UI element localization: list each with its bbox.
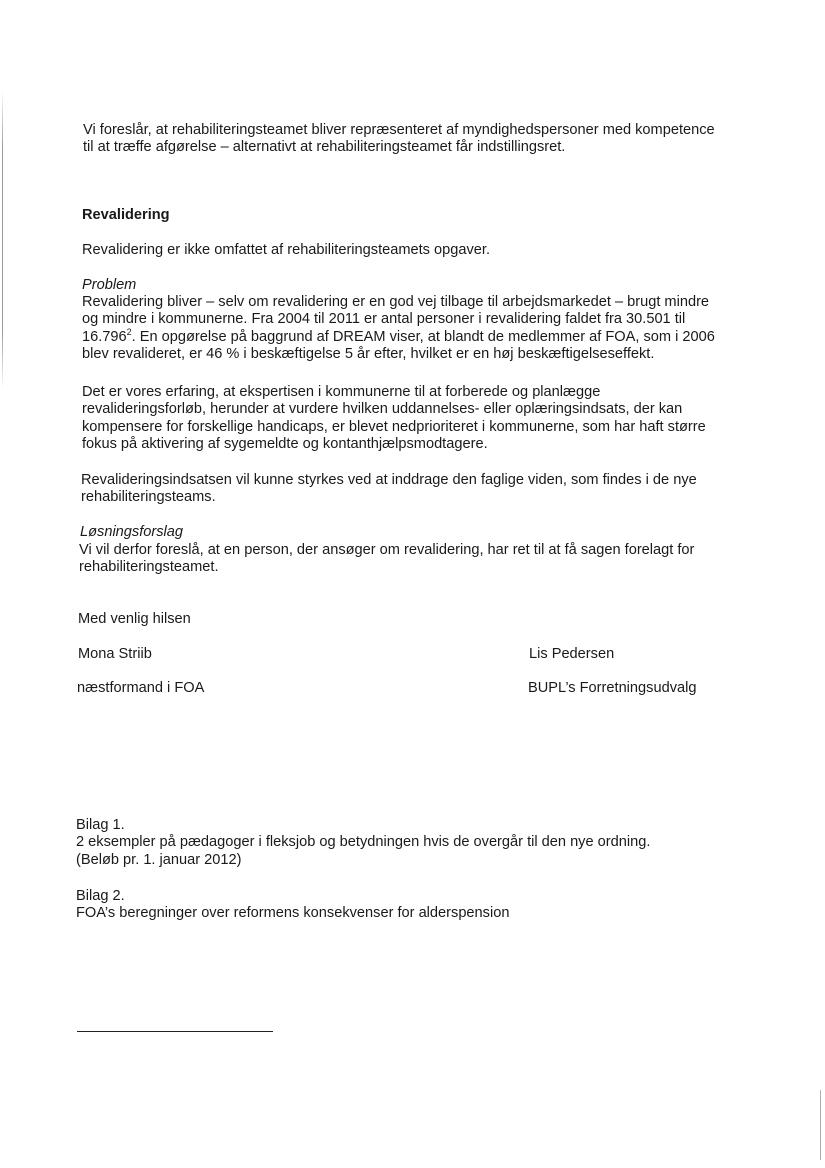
problem-p1-line-4: blev revalideret, er 46 % i beskæftigelse 5 år efter, hvilket er en høj beskæftigelseseffekt. <box>82 346 655 363</box>
solution-line-2: rehabiliteringsteamet. <box>79 559 219 576</box>
footnote-marker: 2 <box>126 326 132 337</box>
footnote-separator <box>77 1031 273 1032</box>
scan-edge-right <box>820 1090 821 1160</box>
figure-value: 16.796 <box>82 328 127 345</box>
revalidering-lead: Revalidering er ikke omfattet af rehabiliteringsteamets opgaver. <box>82 242 491 258</box>
problem-p1-line-2: og mindre i kommunerne. Fra 2004 til 2011 er antal personer i revalidering faldet fra 30.501 til <box>82 311 686 328</box>
solution-label: Løsningsforslag <box>80 524 184 540</box>
attachment-1-title: Bilag 1. <box>76 817 125 833</box>
attachment-1-line-2: (Beløb pr. 1. januar 2012) <box>76 851 242 868</box>
solution-line-1: Vi vil derfor foreslå, at en person, der ansøger om revalidering, har ret til at få sagen forelagt for <box>79 542 695 558</box>
intro-line-2: til at træffe afgørelse – alternativt at rehabiliteringsteamet får indstillingsret. <box>83 139 566 156</box>
problem-p2-line-2: revalideringsforløb, herunder at vurdere hvilken uddannelses- eller oplæringsindsats, der kan <box>82 401 683 418</box>
problem-p3-line-1: Revalideringsindsatsen vil kunne styrkes ved at inddrage den faglige viden, som findes i de nye <box>81 472 697 488</box>
problem-p2-line-4: fokus på aktivering af sygemeldte og kontanthjælpsmodtagere. <box>82 436 488 453</box>
attachment-1-line-1: 2 eksempler på pædagoger i fleksjob og betydningen hvis de overgår til den nye ordning. <box>76 834 651 851</box>
attachment-1 <box>76 817 650 869</box>
signer-1-name: Mona Striib <box>78 646 152 662</box>
problem-p2-line-3: kompensere for forskellige handicaps, er blevet nedprioriteret i kommunerne, som har haft større <box>82 418 706 435</box>
section-heading-revalidering: Revalidering <box>82 207 170 223</box>
problem-p3-line-2: rehabiliteringsteams. <box>81 489 216 506</box>
attachment-2-line-1: FOA’s beregninger over reformens konsekvenser for alderspension <box>76 905 510 922</box>
solution-paragraph <box>79 542 694 577</box>
closing-greeting: Med venlig hilsen <box>78 611 191 627</box>
problem-p1-line-3-rest: . En opgørelse på baggrund af DREAM viser, at blandt de medlemmer af FOA, som i 2006 <box>131 328 715 345</box>
problem-p2-line-1: Det er vores erfaring, at ekspertisen i kommunerne til at forberede og planlægge <box>82 384 601 400</box>
attachment-2-title: Bilag 2. <box>76 888 125 904</box>
problem-paragraph-2 <box>82 384 706 454</box>
problem-label: Problem <box>82 277 137 293</box>
intro-line-1: Vi foreslår, at rehabiliteringsteamet bliver repræsenteret af myndighedspersoner med kompetence <box>83 122 715 138</box>
problem-p1-line-3 <box>82 326 715 346</box>
signer-1-title: næstformand i FOA <box>77 680 205 696</box>
problem-paragraph-3 <box>81 472 697 507</box>
attachment-2 <box>76 888 509 923</box>
problem-p1-line-1: Revalidering bliver – selv om revalidering er en god vej tilbage til arbejdsmarkedet – brugt mindre <box>82 294 710 310</box>
scan-edge-left <box>2 90 3 390</box>
intro-paragraph <box>83 122 715 157</box>
signer-2-title: BUPL’s Forretningsudvalg <box>528 680 697 696</box>
problem-paragraph-1 <box>82 294 715 364</box>
signer-2-name: Lis Pedersen <box>529 646 615 662</box>
